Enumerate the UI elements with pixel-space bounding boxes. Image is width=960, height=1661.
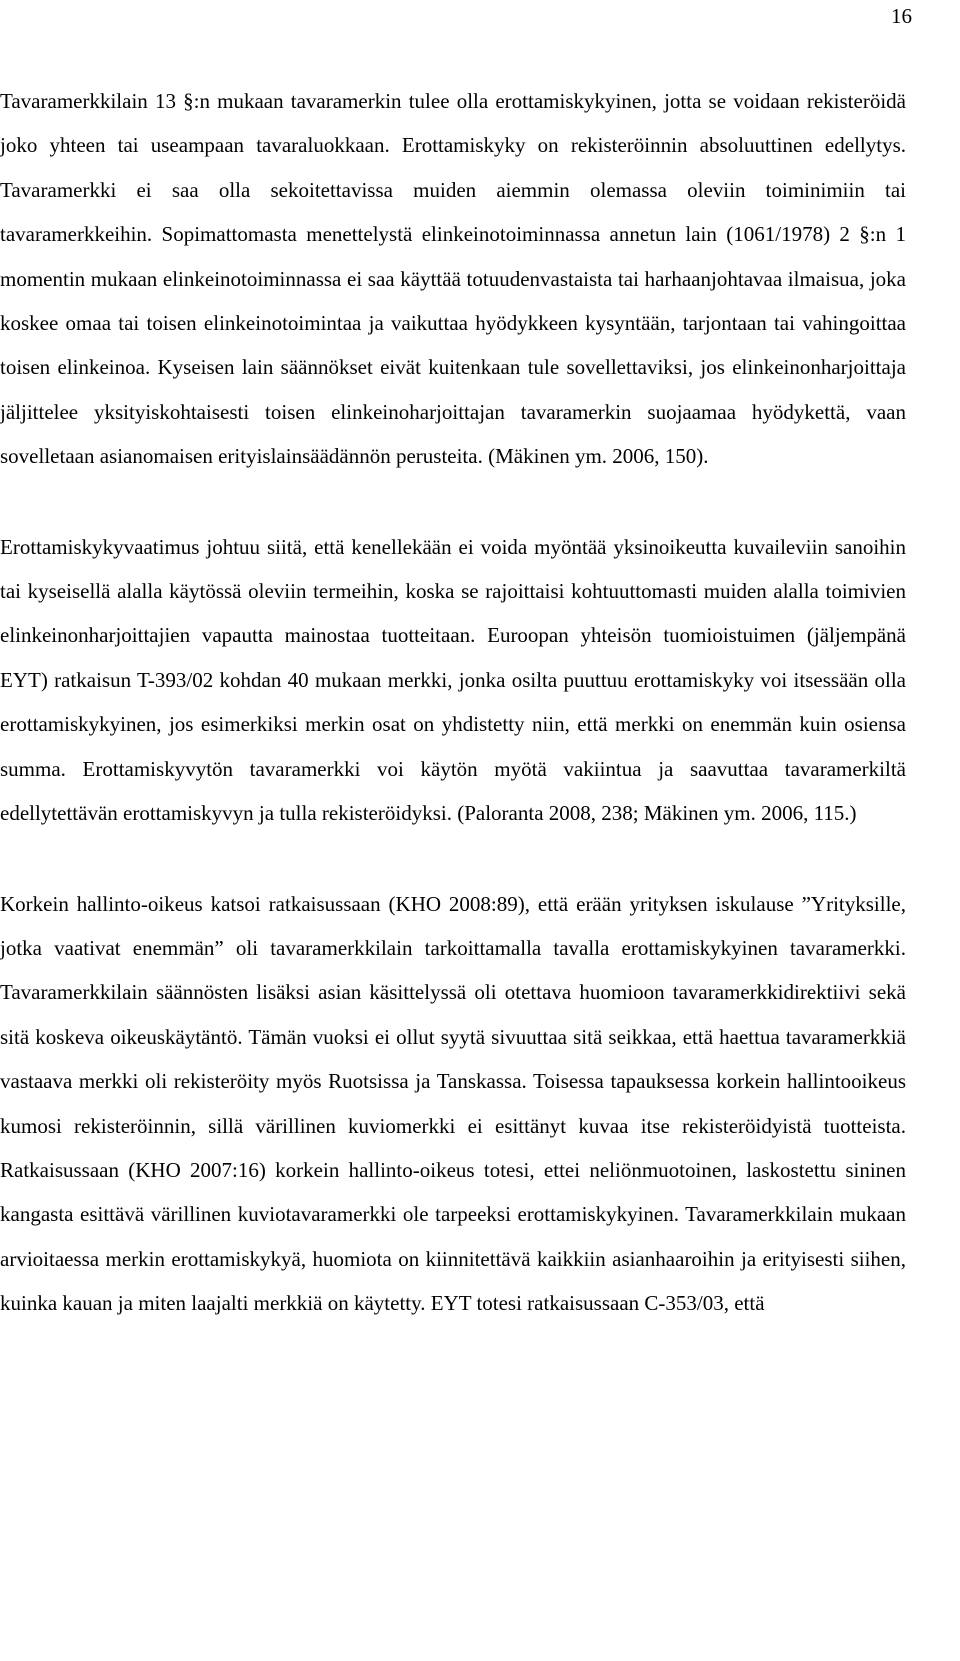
paragraph-distinctiveness-requirement: Erottamiskykyvaatimus johtuu siitä, että kenellekään ei voida myöntää yksinoikeutta kuvaileviin sanoihin tai kyseisellä alalla käytössä oleviin termeihin, koska se rajoittaisi kohtuuttomasti muiden alalla toimivien elinkeinonharjoittajien vapautta mainostaa tuotteitaan. Euroopan yhteisön tuomioistuimen (jäljempänä EYT) ratkaisun T-393/02 kohdan 40 mukaan merkki, jonka osilta puuttuu erottamiskyky voi itsessään olla erottamiskykyinen, jos esimerkiksi merkin osat on yhdistetty niin, että merkki on enemmän kuin osiensa summa. Erottamiskyvytön tavaramerkki voi käytön myötä vakiintua ja saavuttaa tavaramerkiltä edellytettävän erottamiskyvyn ja tulla rekisteröidyksi. (Paloranta 2008, 238; Mäkinen ym. 2006, 115.) [0,534,906,826]
document-body [0,79,906,1326]
paragraph-trademark-distinctiveness: Tavaramerkkilain 13 §:n mukaan tavaramerkin tulee olla erottamiskykyinen, jotta se voidaan rekisteröidä joko yhteen tai useampaan tavaraluokkaan. Erottamiskyky on rekisteröinnin absoluuttinen edellytys. Tavaramerkki ei saa olla sekoitettavissa muiden aiemmin olemassa oleviin toiminimiin tai tavaramerkkeihin. Sopimattomasta menettelystä elinkeinotoiminnassa annetun lain (1061/1978) 2 §:n 1 momentin mukaan elinkeinotoiminnassa ei saa käyttää totuudenvastaista tai harhaanjohtavaa ilmaisua, joka koskee omaa tai toisen elinkeinotoimintaa ja vaikuttaa hyödykkeen kysyntään, tarjontaan tai vahingoittaa toisen elinkeinoa. Kyseisen lain säännökset eivät kuitenkaan tule sovellettaviksi, jos elinkeinonharjoittaja jäljittelee yksityiskohtaisesti toisen elinkeinoharjoittajan tavaramerkin suojaamaa hyödykettä, vaan sovelletaan asianomaisen erityislainsäädännön perusteita. (Mäkinen ym. 2006, 150). [0,89,906,469]
paragraph-court-decisions: Korkein hallinto-oikeus katsoi ratkaisussaan (KHO 2008:89), että erään yrityksen iskulause ”Yrityksille, jotka vaativat enemmän” oli tavaramerkkilain tarkoittamalla tavalla erottamiskykyinen tavaramerkki. Tavaramerkkilain säännösten lisäksi asian käsittelyssä oli otettava huomioon tavaramerkkidirektiivi sekä sitä koskeva oikeuskäytäntö. Tämän vuoksi ei ollut syytä sivuuttaa sitä seikkaa, että haettua tavaramerkkiä vastaava merkki oli rekisteröity myös Ruotsissa ja Tanskassa. Toisessa tapauksessa korkein hallintooikeus kumosi rekisteröinnin, sillä värillinen kuviomerkki ei esittänyt kuvaa itse rekisteröidyistä tuotteista. Ratkaisussaan (KHO 2007:16) korkein hallinto-oikeus totesi, ettei neliönmuotoinen, laskostettu sininen kangasta esittävä värillinen kuviotavaramerkki ole tarpeeksi erottamiskykyinen. Tavaramerkkilain mukaan arvioitaessa merkin erottamiskykyä, huomiota on kiinnitettävä kaikkiin asianhaaroihin ja erityisesti siihen, kuinka kauan ja miten laajalti merkkiä on käytetty. EYT totesi ratkaisussaan C-353/03, että [0,891,906,1316]
page-number: 16 [891,4,912,28]
